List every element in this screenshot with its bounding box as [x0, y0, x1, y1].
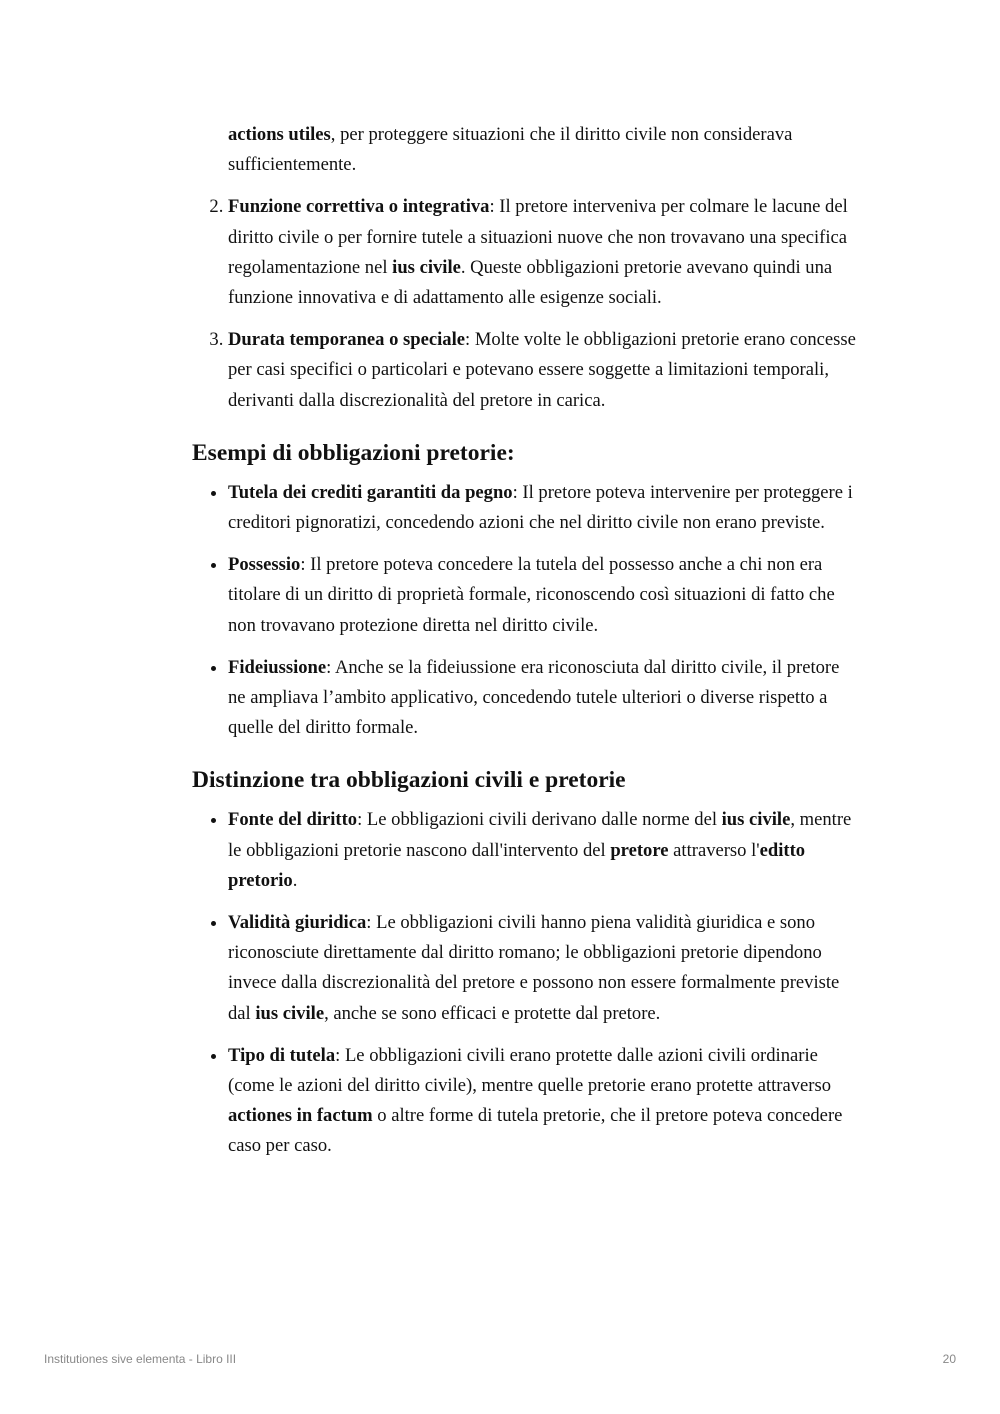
body-text: attraverso l' — [668, 839, 760, 861]
numbered-list — [192, 192, 856, 415]
section-heading-examples: Esempi di obbligazioni pretorie: — [192, 439, 515, 466]
bold-term: actions utiles — [228, 124, 331, 145]
document-body — [192, 120, 856, 1174]
list-item — [228, 478, 856, 538]
bold-term: pretore — [610, 839, 669, 861]
bold-term: Possessio — [228, 554, 301, 576]
body-text: . Queste obbligazioni pretorie avevano quindi una funzione innovativa e di adattamento alle esigenze sociali. — [228, 256, 833, 309]
bold-term: ius civile — [721, 809, 791, 831]
examples-list — [192, 478, 856, 744]
section-heading-distinction: Distinzione tra obbligazioni civili e pretorie — [192, 767, 626, 794]
bold-term: ius civile — [392, 256, 461, 278]
bold-term: Fonte del diritto — [228, 809, 358, 831]
body-text: : Il pretore poteva concedere la tutela del possesso anche a chi non era titolare di un diritto di proprietà formale, riconoscendo così situazioni di fatto che non trovavano protezione diretta nel diritto civile. — [228, 554, 835, 636]
footer-title: Institutiones sive elementa - Libro III — [44, 1352, 237, 1366]
list-item — [228, 550, 856, 641]
body-text: : Le obbligazioni civili hanno piena validità giuridica e sono riconosciute direttamente dal diritto romano; le obbligazioni pretorie dipendono invece dalla discrezionalità del pretore e possono non essere formalmente previste dal — [228, 912, 840, 1024]
body-text: : Il pretore interveniva per colmare le lacune del diritto civile o per fornire tutele a situazioni nuove che non trovavano una specifica regolamentazione nel — [228, 196, 848, 278]
body-text: , anche se sono efficaci e protette dal pretore. — [324, 1002, 661, 1024]
body-text: : Molte volte le obbligazioni pretorie erano concesse per casi specifici o particolari e potevano essere soggette a limitazioni temporali, derivanti dalla discrezionalità del pretore in carica. — [228, 329, 856, 411]
bold-term: Tipo di tutela — [228, 1044, 336, 1066]
bold-term: ius civile — [255, 1002, 325, 1024]
bold-term: Funzione correttiva o integrativa — [228, 196, 490, 218]
bold-term: Durata temporanea o speciale — [228, 329, 466, 351]
bold-term: Fideiussione — [228, 656, 327, 678]
body-text: , per proteggere situazioni che il diritto civile non considerava sufficientemente. — [228, 124, 793, 176]
list-item — [228, 192, 856, 313]
page-footer — [44, 1352, 956, 1366]
bold-term: actiones in factum — [228, 1105, 373, 1127]
bold-term: Validità giuridica — [228, 912, 367, 934]
body-text: : Il pretore poteva intervenire per proteggere i creditori pignoratizi, concedendo azioni che nel diritto civile non erano previste. — [228, 481, 853, 534]
body-text: : Le obbligazioni civili derivano dalle norme del — [357, 809, 722, 831]
body-text: . — [292, 869, 298, 891]
bold-term: Tutela dei crediti garantiti da pegno — [228, 481, 513, 503]
list-item — [228, 1041, 856, 1162]
bold-term: editto pretorio — [228, 839, 806, 891]
body-text: o altre forme di tutela pretorie, che il pretore poteva concedere caso per caso. — [228, 1105, 843, 1157]
list-item — [228, 653, 856, 744]
list-item — [228, 805, 856, 896]
body-text: : Anche se la fideiussione era riconosciuta dal diritto civile, il pretore ne ampliava l’ambito applicativo, concedendo tutele ulteriori o diverse rispetto a quelle del diritto formale. — [228, 656, 840, 739]
page-number: 20 — [942, 1352, 956, 1366]
list-item — [228, 908, 856, 1029]
body-text: , mentre le obbligazioni pretorie nascono dall'intervento del — [228, 809, 852, 861]
distinctions-list — [192, 805, 856, 1161]
list-item — [228, 325, 856, 416]
continued-list-item — [192, 120, 856, 180]
body-text: : Le obbligazioni civili erano protette dalle azioni civili ordinarie (come le azioni del diritto civile), mentre quelle pretorie erano protette attraverso — [228, 1044, 831, 1097]
